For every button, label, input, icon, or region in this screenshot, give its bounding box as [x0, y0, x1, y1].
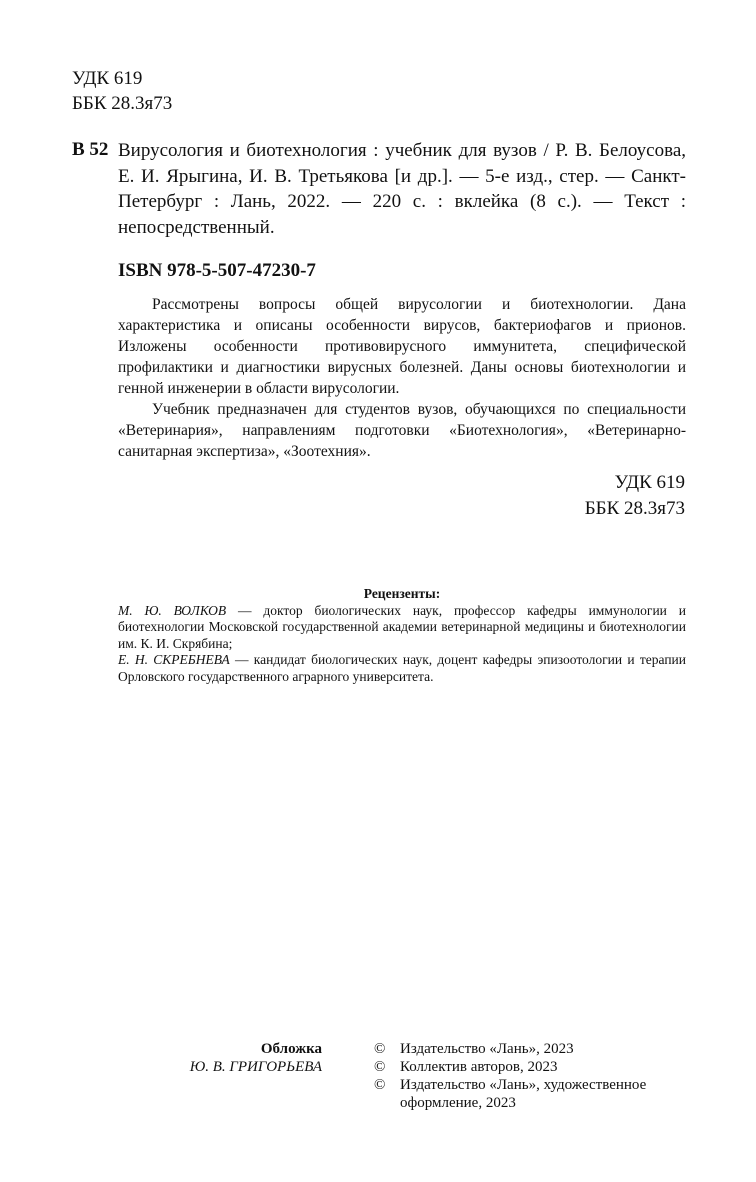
annotation	[118, 294, 686, 462]
cover-credit	[118, 1040, 322, 1076]
bibliographic-record: Вирусология и биотехнология : учебник для вузов / Р. В. Белоусова, Е. И. Ярыгина, И. В. Третьякова [и др.]. — 5-е изд., стер. — Санкт-Петербург : Лань, 2022. — 220 с. : вклейка (8 с.). — Текст : непосредственный.	[118, 140, 686, 238]
reviewer-entry	[118, 652, 686, 685]
copyright-line	[374, 1058, 694, 1076]
copyright-text: Коллектив авторов, 2023	[400, 1059, 558, 1075]
copyright-icon: ©	[374, 1077, 386, 1093]
bbk-code: ББК 28.3я73	[584, 497, 685, 519]
copyright-line	[374, 1076, 694, 1112]
cover-artist: Ю. В. ГРИГОРЬЕВА	[189, 1059, 322, 1075]
reviewer-description: — доктор биологических наук, профессор кафедры иммунологии и биотехнологии Московской государственной академии ветеринарной медицины и биотехнологии им. К. И. Скрябина;	[118, 602, 686, 651]
reviewers-title: Рецензенты:	[363, 586, 441, 601]
classification-right	[585, 470, 685, 521]
reviewer-name: Е. Н. СКРЕБНЕВА	[118, 652, 230, 667]
copyright-block	[374, 1040, 694, 1112]
bbk-code: ББК 28.3я73	[72, 93, 173, 114]
copyright-text: Издательство «Лань», художественное оформление, 2023	[400, 1077, 647, 1111]
udk-code: УДК 619	[614, 472, 685, 493]
classification-top	[72, 66, 172, 116]
reviewer-entry	[118, 603, 686, 653]
isbn: ISBN 978-5-507-47230-7	[118, 260, 316, 281]
cover-title: Обложка	[260, 1041, 322, 1057]
copyright-text: Издательство «Лань», 2023	[400, 1041, 574, 1057]
udk-code: УДК 619	[72, 68, 143, 89]
copyright-icon: ©	[374, 1041, 386, 1057]
copyright-icon: ©	[374, 1059, 386, 1075]
reviewer-name: М. Ю. ВОЛКОВ	[118, 602, 227, 618]
reviewers	[118, 586, 686, 685]
copyright-line	[374, 1040, 694, 1058]
reviewer-description: — кандидат биологических наук, доцент кафедры эпизоотологии и терапии Орловского государственного аграрного университета.	[118, 652, 687, 684]
annotation-paragraph: Учебник предназначен для студентов вузов, обучающихся по специальности «Ветеринария», направлениям подготовки «Биотехнология», «Ветеринарно-санитарная экспертиза», «Зоотехния».	[118, 401, 686, 460]
author-mark: В 52	[72, 139, 109, 160]
annotation-paragraph: Рассмотрены вопросы общей вирусологии и биотехнологии. Дана характеристика и описаны особенности вирусов, бактериофагов и прионов. Изложены особенности противовирусного иммунитета, специфической профилактики и диагностики вирусных болезней. Даны основы биотехнологии и генной инженерии в области вирусологии.	[118, 296, 686, 397]
